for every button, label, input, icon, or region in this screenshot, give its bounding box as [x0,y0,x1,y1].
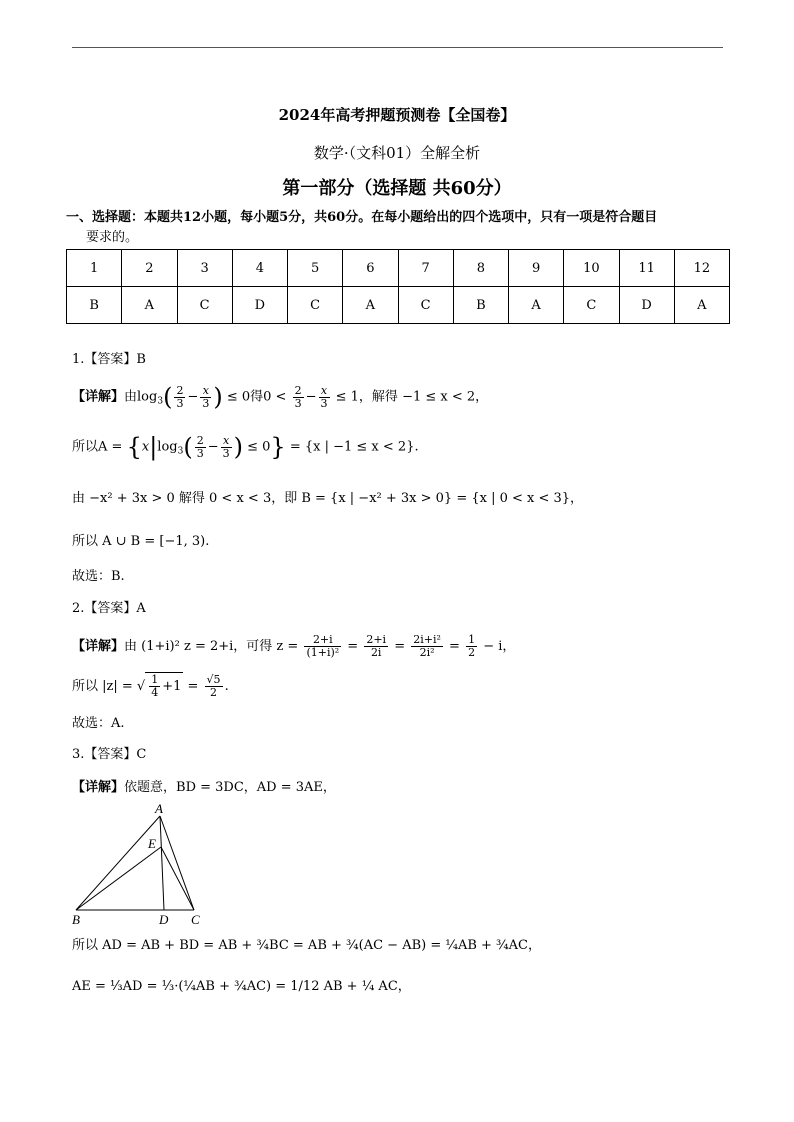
q2-line2: 所以 |z| = √ $\frac{1}{4}$ +1 = $\frac{√5}{2}$ . [72,673,229,699]
q1-line2-var: x [141,439,150,455]
q1-detail-label: 【详解】 [72,389,125,405]
q2-detail-label: 【详解】 [72,639,125,654]
part-title: 第一部分（选择题 共60分） [282,178,512,199]
table-cell: A [509,287,564,324]
table-cell: A [122,287,177,324]
table-cell: A [343,287,398,324]
table-cell: 6 [343,250,398,287]
section-intro-line2: 要求的。 [86,230,139,245]
label-e: E [148,836,156,851]
table-cell: C [288,287,343,324]
label-c: C [191,912,200,927]
q1-line4: 所以 A ∪ B = [−1, 3). [72,534,210,549]
table-cell: 11 [619,250,674,287]
q2-heading: 2.【答案】A [72,601,146,616]
page-title: 2024年高考押题预测卷【全国卷】 [278,106,516,124]
q1-conclusion: 故选：B. [72,569,125,584]
q3-heading: 3.【答案】C [72,747,147,762]
q3-line2: 所以 AD = AB + BD = AB + ¾BC = AB + ¾(AC − AB) = ¼AB + ¾AC， [72,938,541,953]
segment-be [76,847,161,910]
page-subtitle: 数学·（文科01）全解全析 [313,144,481,162]
segment-ad [160,816,164,910]
table-cell: 9 [509,250,564,287]
table-cell: C [564,287,619,324]
q1-line2: 所以$A = \{x|\log_3$( $\frac{2}{3}$ − $\frac{x}{3}$ ) ≤ 0} = {x | −1 ≤ x < 2}. [72,433,419,461]
q3-line1 [72,779,336,797]
table-cell: 7 [398,250,453,287]
q2-line1: 【详解】由 (1+i)² z = 2+i，可得 z = $\frac{2+i}{\text{(1+i)²}}$ = $\frac{2+i}{2i}$ = $\frac{\text{2i+i²}}{\text{2i²}}$ = $\frac{1}{2}$ − i， [72,633,516,659]
answer-table-number-row [67,250,730,287]
q2-line1-end: − i， [483,639,516,654]
q1-heading: 1.【答案】B [72,352,146,367]
table-cell: A [674,287,729,324]
answer-table [66,249,730,324]
table-cell: D [232,287,287,324]
table-cell: C [177,287,232,324]
q2-conclusion: 故选：A. [72,716,125,731]
table-cell: 2 [122,250,177,287]
q1-line2-text-a: 所以A = [72,439,123,455]
q2-line2-text: 所以 |z| = [72,679,133,694]
q1-line3: 由 −x² + 3x > 0 解得 0 < x < 3，即 B = {x | −x² + 3x > 0} = {x | 0 < x < 3}， [72,491,584,506]
label-b: B [72,912,80,927]
label-a: A [155,802,163,816]
answer-table-answer-row [67,287,730,324]
segment-ec [161,847,194,910]
table-cell: D [619,287,674,324]
table-cell: 12 [674,250,729,287]
q2-line2-end: . [224,679,229,694]
top-rule [72,47,723,48]
q2-line1-text: 由 (1+i)² z = 2+i，可得 z = [124,639,299,654]
table-cell: 4 [232,250,287,287]
q1-line2-log: log [157,439,178,455]
table-cell: C [398,287,453,324]
q3-detail-label: 【详解】 [72,780,125,795]
q1-line1-text-c: ≤ 1，解得 −1 ≤ x < 2， [335,389,489,405]
section-intro-line1: 一、选择题：本题共12小题，每小题5分，共60分。在每小题给出的四个选项中，只有一项是符合题目 [66,210,658,225]
table-cell: 8 [453,250,508,287]
table-cell: B [67,287,122,324]
table-cell: 10 [564,250,619,287]
q3-line1-text: 依题意，BD = 3DC，AD = 3AE， [124,780,336,795]
q3-line3: AE = ⅓AD = ⅓·(¼AB + ¾AC) = 1/12 AB + ¼ AC， [72,979,411,994]
label-d: D [159,912,169,927]
q1-line1-text-a: 由log [124,389,158,405]
q1-line2-text-d: ≤ 0 [247,439,271,455]
table-cell: 5 [288,250,343,287]
triangle-figure [70,802,220,928]
table-cell: 1 [67,250,122,287]
q1-line1: 【详解】由$\log_3$( $\frac{2}{3}$ − $\frac{x}{3}$ ) ≤ 0得0 < $\frac{2}{3}$ − $\frac{x}{3}$ ≤ 1，解得 −1 ≤ x < 2， [72,383,489,411]
q1-line2-text-e: = {x | −1 ≤ x < 2}. [289,439,419,455]
q1-line1-text-b: ≤ 0得0 < [226,389,287,405]
side-ac [160,816,194,910]
table-cell: 3 [177,250,232,287]
side-ba [76,816,160,910]
q1-log-base: 3 [157,396,164,407]
table-cell: B [453,287,508,324]
